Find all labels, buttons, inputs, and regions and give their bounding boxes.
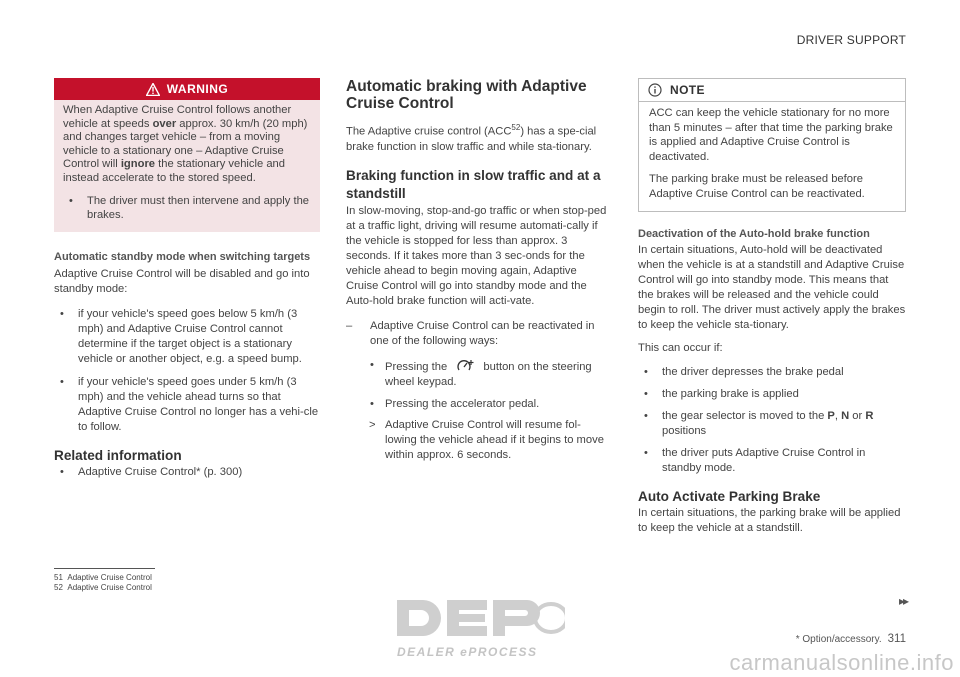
warning-body	[54, 100, 320, 232]
braking-subheading: Braking function in slow traffic and at a standstill	[346, 167, 601, 201]
standby-bullet-1: • if your vehicle's speed goes below 5 km/h (3 mph) and Adaptive Cruise Control cannot determine if the target object is a stationary vehicle or another object, e.g. a speed bump.	[60, 308, 302, 365]
warning-triangle-icon	[146, 83, 160, 96]
reactivation-step: – Adaptive Cruise Control can be reactivated in one of the following ways:	[346, 319, 595, 347]
deactivation-bullet-2: • the parking brake is applied	[644, 388, 799, 400]
site-watermark: carmanualsonline.info	[729, 650, 954, 675]
next-page-arrows[interactable]: ▸▸	[898, 594, 907, 608]
occur-text: This can occur if:	[638, 342, 723, 354]
warning-bullet: • The driver must then intervene and apply the brakes.	[69, 195, 310, 221]
warning-text: When Adaptive Cruise Control follows another vehicle at speeds over approx. 30 km/h (20 mph) and changes target vehicle – from a moving vehicle to a stationary one – Adaptive Cruise Control will ignore the stationary vehicle and instead accelerate to the stored speed.	[63, 104, 308, 184]
note-header	[639, 79, 905, 102]
parking-heading: Auto Activate Parking Brake	[638, 489, 821, 504]
related-link[interactable]: • Adaptive Cruise Control* (p. 300)	[60, 466, 243, 478]
parking-paragraph: In certain situations, the parking brake will be applied to keep the vehicle at a standstill.	[638, 507, 901, 534]
footnote-52: 52 Adaptive Cruise Control	[54, 583, 152, 592]
reactivation-result: > Adaptive Cruise Control will resume fol-lowing the vehicle ahead if it begins to move within approx. 6 seconds.	[369, 418, 604, 461]
deactivation-bullet-3: • the gear selector is moved to the P, N or R positions	[644, 410, 874, 437]
deactivation-paragraph: In certain situations, Auto-hold will be deactivated when the vehicle is at a standstill and Adaptive Cruise Control will go into standby mode. This means that the brakes will be released and the vehicle could begin to roll. The driver must actively apply the brakes to keep the vehicle sta-tionary.	[638, 244, 906, 331]
auto-braking-heading: Automatic braking with Adaptive Cruise Control	[346, 78, 587, 112]
note-title: NOTE	[670, 83, 705, 97]
note-paragraph-2: The parking brake must be released before Adaptive Cruise Control can be reactivated.	[649, 173, 865, 200]
footnote-divider	[54, 568, 155, 569]
note-box	[638, 78, 906, 212]
related-heading: Related information	[54, 448, 182, 463]
option-note: * Option/accessory.	[795, 634, 882, 645]
left-column	[54, 78, 320, 480]
middle-column	[346, 78, 612, 463]
note-body	[639, 102, 905, 211]
warning-title: WARNING	[166, 82, 229, 96]
dealer-eprocess-logo	[395, 596, 565, 660]
cruise-speedometer-icon	[454, 358, 476, 374]
page-number: 311	[887, 633, 906, 645]
right-column	[638, 78, 906, 536]
warning-header	[54, 78, 320, 100]
standby-bullet-2: • if your vehicle's speed goes under 5 km/h (3 mph) and the vehicle ahead turns so that Adaptive Cruise Control no longer has a vehi-cle to follow.	[60, 376, 319, 433]
standby-heading: Automatic standby mode when switching targets	[54, 251, 311, 263]
info-icon	[648, 83, 662, 97]
option-accelerator: • Pressing the accelerator pedal.	[370, 397, 540, 410]
standby-intro: Adaptive Cruise Control will be disabled and go into standby mode:	[54, 268, 310, 295]
bullet-dot: •	[69, 195, 73, 207]
note-paragraph-1: ACC can keep the vehicle stationary for no more than 5 minutes – after that time the parking brake is applied and Adaptive Cruise Control is deactivated.	[649, 107, 893, 163]
deactivation-bullet-1: • the driver depresses the brake pedal	[644, 366, 844, 378]
auto-braking-intro: The Adaptive cruise control (ACC$^{52}$) has a spe-cial brake function in slow traffic and while sta-tionary.	[346, 123, 597, 153]
warning-box	[54, 78, 320, 232]
deactivation-heading: Deactivation of the Auto-hold brake function	[638, 228, 870, 240]
option-steering-button: • Pressing the button on the steering wheel keypad.	[370, 358, 592, 388]
section-title: DRIVER SUPPORT	[796, 33, 906, 47]
braking-paragraph: In slow-moving, stop-and-go traffic or when stop-ped at a traffic light, driving will resume automati-cally if the vehicle is stopped for less than approx. 3 seconds. If it takes more than 3 sec-onds for the vehicle ahead to begin moving again, Adaptive Cruise Control will go into standby mode and the Auto-hold brake function will acti-vate.	[346, 204, 607, 307]
deactivation-bullet-4: • the driver puts Adaptive Cruise Control in standby mode.	[644, 447, 866, 474]
footnote-51: 51 Adaptive Cruise Control	[54, 573, 152, 582]
svg-text:DEALER ePROCESS: DEALER ePROCESS	[397, 645, 538, 659]
page-info	[796, 633, 906, 645]
